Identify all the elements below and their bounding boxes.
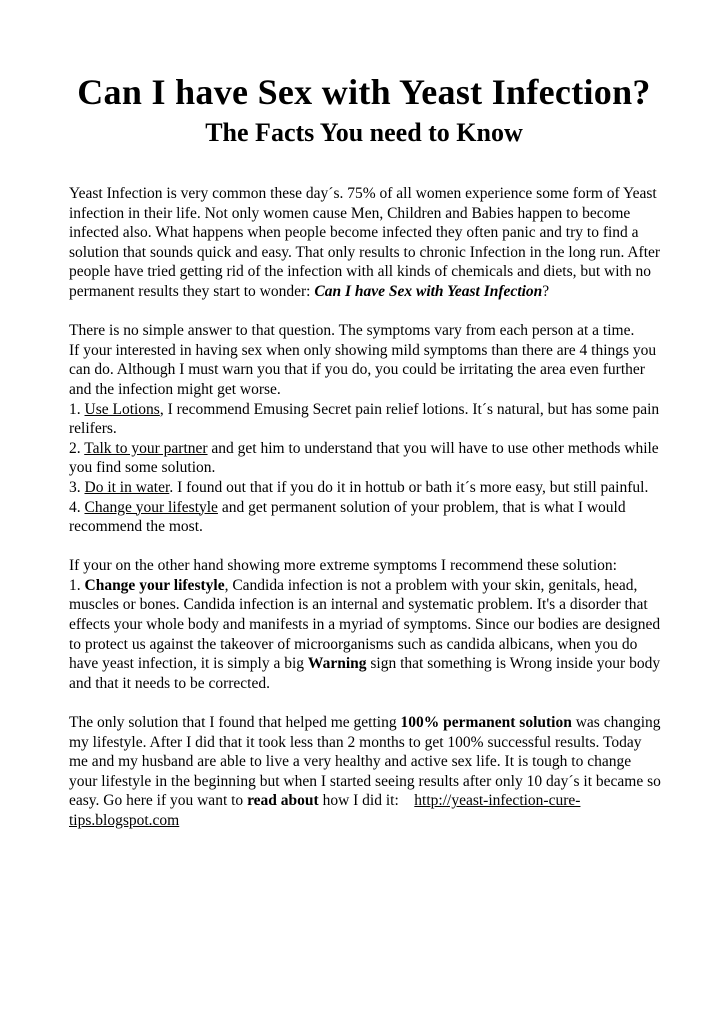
- intro-text: Yeast Infection is very common these day´s. 75% of all women experience some form of Yeast infection in their life. Not only women cause Men, Children and Babies happen to become infected also. What happens when people become infected they often panic and try to find a solution that sounds quick and easy. That only results to chronic Infection in the long run. After people have tried getting rid of the infection with all kinds of chemicals and diets, but with no permanent results they start to wonder:: [69, 185, 661, 300]
- solution-text: was changing my lifestyle. After I did that it took less than 2 months to get 100% successful results. Today me and my husband are able to live a very healthy and active sex life. It is tough to change your lifestyle in the beginning but when I started seeing results after only 10 day´s it became so easy. Go here if you want to: [69, 714, 661, 810]
- change-lifestyle-link[interactable]: Change your lifestyle: [84, 498, 218, 516]
- intro-question: Can I have Sex with Yeast Infection: [314, 282, 543, 300]
- lifestyle-paragraph: [69, 576, 661, 694]
- list-number: 1.: [69, 576, 85, 594]
- list-text: and get him to understand that you will have to use other methods while you find some solution.: [69, 439, 659, 477]
- paragraph-gap: [69, 302, 661, 322]
- talk-to-partner-link[interactable]: Talk to your partner: [84, 439, 208, 457]
- list-text: and get permanent solution of your problem, that is what I would recommend the most.: [69, 498, 626, 536]
- page-subtitle: The Facts You need to Know: [205, 118, 523, 147]
- do-it-in-water-link[interactable]: Do it in water: [84, 478, 170, 496]
- warning-bold: Warning: [307, 655, 367, 673]
- lifestyle-bold: Change your lifestyle: [84, 576, 225, 594]
- intro-end: ?: [542, 282, 550, 300]
- answer-paragraph: There is no simple answer to that question. The symptoms vary from each person at a time.: [69, 322, 635, 340]
- solution-text: The only solution that I found that helped me getting: [69, 714, 401, 732]
- list-text: , I recommend Emusing Secret pain relief lotions. It´s natural, but has some pain relifers.: [69, 400, 660, 438]
- intro-paragraph: [69, 184, 661, 302]
- list-item: [69, 478, 661, 498]
- list-number: 4.: [69, 498, 85, 516]
- solution-paragraph: [69, 713, 661, 831]
- list-item: [69, 400, 661, 439]
- list-text: . I found out that if you do it in hottub or bath it´s more easy, but still painful.: [169, 478, 649, 496]
- blog-url-link[interactable]: http://yeast-infection-cure-tips.blogspot.com: [69, 792, 581, 829]
- paragraph-gap: [69, 693, 661, 713]
- lifestyle-text-end: sign that something is Wrong inside your body and that it needs to be corrected.: [69, 655, 661, 692]
- use-lotions-link[interactable]: Use Lotions: [84, 400, 160, 418]
- list-number: 3.: [69, 478, 85, 496]
- list-number: 2.: [69, 439, 85, 457]
- solution-text: how I did it:: [318, 792, 415, 810]
- extreme-symptoms-intro: If your on the other hand showing more extreme symptoms I recommend these solution:: [69, 557, 617, 575]
- document-body: [69, 184, 661, 831]
- list-item: [69, 439, 661, 478]
- list-item: [69, 498, 661, 537]
- mild-symptoms-paragraph: If your interested in having sex when only showing mild symptoms than there are 4 things you can do. Although I must warn you that if you do, you could be irritating the area even further and the infection might get worse.: [69, 341, 657, 398]
- permanent-solution-bold: 100% permanent solution: [400, 714, 572, 732]
- read-about-bold: read about: [247, 792, 319, 810]
- list-number: 1.: [69, 400, 85, 418]
- lifestyle-text: , Candida infection is not a problem with your skin, genitals, head, muscles or bones. Candida infection is an internal and systematic problem. It's a disorder that effects your whole body and manifests in a myriad of symptoms. Since our bodies are designed to protect us against the takeover of microorganisms such as candida albicans, when you do have yeast infection, it is simply a big: [69, 576, 661, 673]
- paragraph-gap: [69, 537, 661, 557]
- page-title: Can I have Sex with Yeast Infection?: [77, 72, 651, 112]
